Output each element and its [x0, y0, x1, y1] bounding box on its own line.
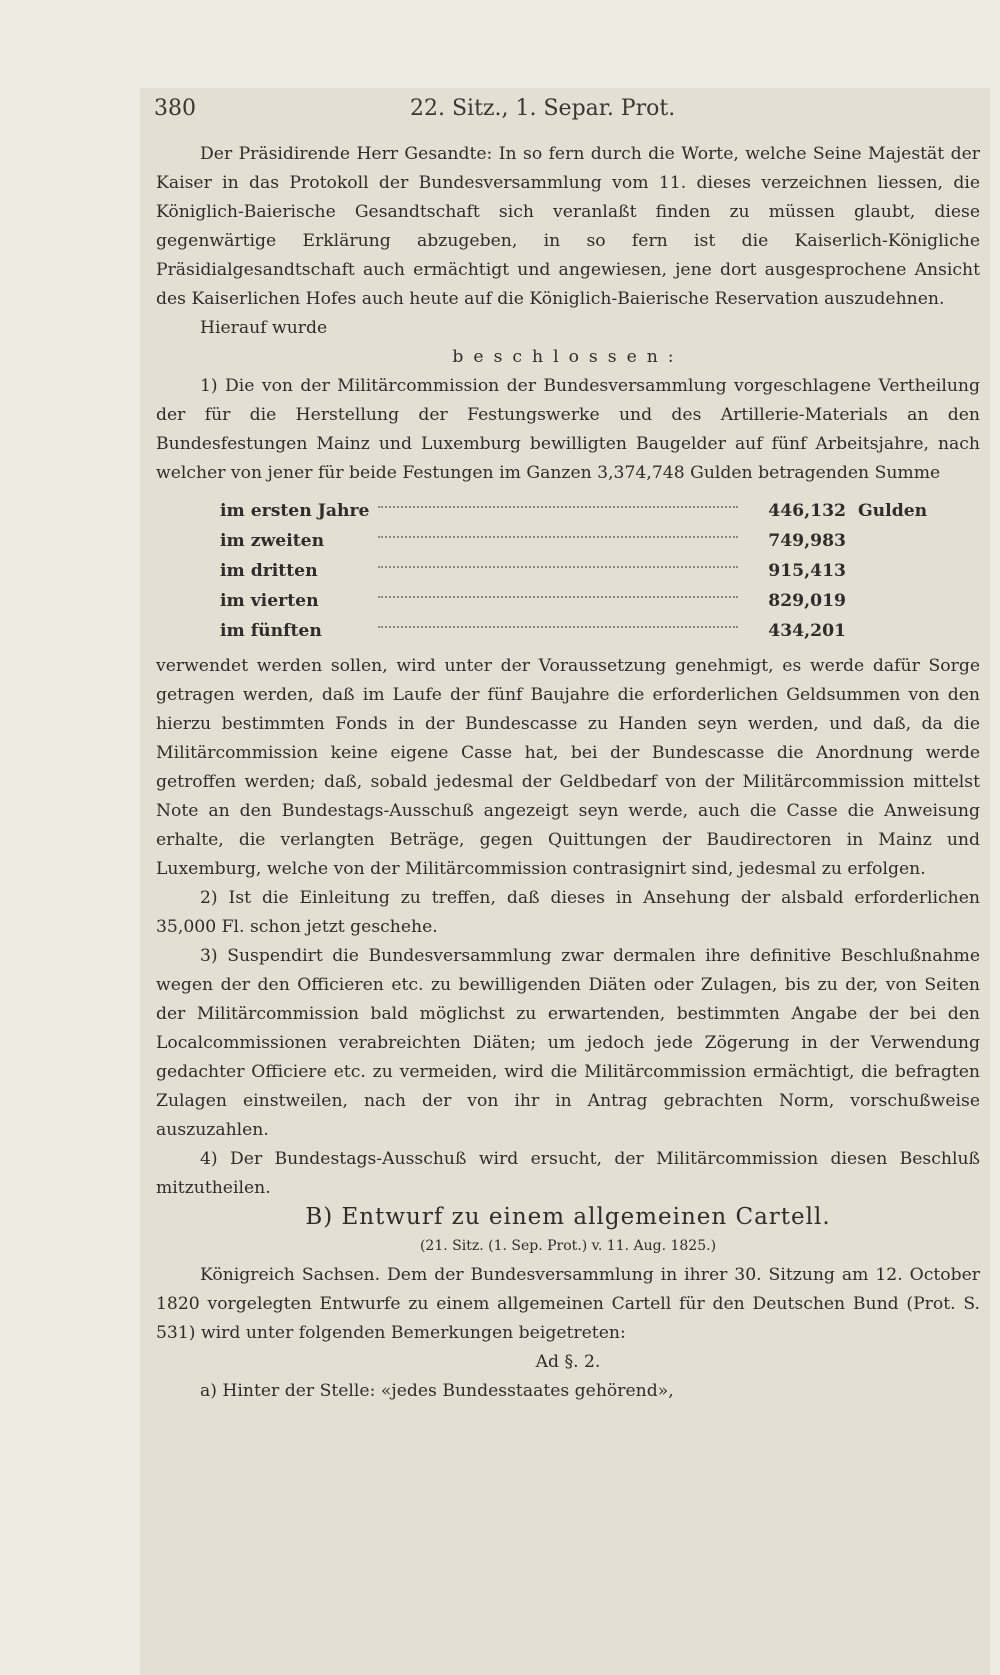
running-header: [140, 96, 990, 126]
page-number: 380: [154, 96, 196, 121]
section-b-item-a: a) Hinter der Stelle: «jedes Bundesstaates gehörend»,: [200, 1381, 674, 1401]
year-amount: 829,019: [768, 590, 846, 611]
year-amount: 749,983: [768, 530, 846, 551]
item-3: 3) Suspendirt die Bundesversammlung zwar dermalen ihre definitive Beschlußnahme wegen der den Officieren etc. zu bewilligenden Diäten oder Zulagen, bis zu der, von Seiten der Militärcommission bald möglichst zu erwartenden, bestimmten Angabe der bei den Localcommissionen verabreichten Diäten; um jedoch jede Zögerung in der Verwendung gedachter Officiere etc. zu vermeiden, wird die Militärcommission ermächtigt, die befragten Zulagen einstweilen, nach der von ihr in Antrag gebrachten Norm, vorschußweise auszuzahlen.: [156, 946, 980, 1140]
dot-leader: [378, 506, 738, 508]
year-amount: 446,132: [768, 500, 846, 521]
year-amount: 915,413: [768, 560, 846, 581]
year-schedule: [156, 496, 980, 646]
document-body: [156, 140, 980, 1406]
item-4: 4) Der Bundestags-Ausschuß wird ersucht, der Militärcommission diesen Beschluß mitzutheilen.: [156, 1149, 980, 1198]
paragraph-intro: Der Präsidirende Herr Gesandte: In so fern durch die Worte, welche Seine Majestät der Kaiser in das Protokoll der Bundesversammlung vom 11. dieses verzeichnen liessen, die Königlich-Baierische Gesandtschaft sich veranlaßt finden zu müssen glaubt, diese gegenwärtige Erklärung abzugeben, in so fern ist die Kaiserlich-Königliche Präsidialgesandtschaft auch ermächtigt und angewiesen, jene dort ausgesprochene Ansicht des Kaiserlichen Hofes auch heute auf die Königlich-Baierische Reservation auszudehnen.: [156, 144, 980, 309]
resolution-heading: beschlossen:: [452, 347, 684, 367]
year-amount: 434,201: [768, 620, 846, 641]
item-2: 2) Ist die Einleitung zu treffen, daß dieses in Ansehung der alsbald erforderlichen 35,000 Fl. schon jetzt geschehe.: [156, 888, 980, 937]
year-label: im fünften: [220, 620, 322, 641]
year-label: im zweiten: [220, 530, 325, 551]
dot-leader: [378, 626, 738, 628]
section-b-subtitle: (21. Sitz. (1. Sep. Prot.) v. 11. Aug. 1825.): [419, 1238, 717, 1254]
year-label: im dritten: [220, 560, 318, 581]
ad-paragraph-heading: Ad §. 2.: [535, 1352, 601, 1372]
item-1-end: verwendet werden sollen, wird unter der Voraussetzung genehmigt, es werde dafür Sorge getragen werden, daß im Laufe der fünf Baujahre die erforderlichen Geldsummen von den hierzu bestimmten Fonds in der Bundescasse zu Handen seyn werden, und daß, da die Militärcommission keine eigene Casse hat, bei der Bundescasse die Anordnung werde getroffen werden; daß, sobald jedesmal der Geldbedarf von der Militärcommission mittelst Note an den Bundestags-Ausschuß angezeigt seyn werde, auch die Casse die Anweisung erhalte, die verlangten Beträge, gegen Quittungen der Baudirectoren in Mainz und Luxemburg, welche von der Militärcommission contrasignirt sind, jedesmal zu erfolgen.: [156, 656, 980, 879]
item-1-start: 1) Die von der Militärcommission der Bundesversammlung vorgeschlagene Vertheilung der für die Herstellung der Festungswerke und des Artillerie-Materials an den Bundesfestungen Mainz und Luxemburg bewilligten Baugelder auf fünf Arbeitsjahre, nach welcher von jener für beide Festungen im Ganzen 3,374,748 Gulden betragenden Summe: [156, 376, 980, 483]
dot-leader: [378, 566, 738, 568]
dot-leader: [378, 536, 738, 538]
paragraph-hierauf: Hierauf wurde: [200, 318, 328, 338]
year-row: [156, 556, 980, 586]
year-row: [156, 496, 980, 526]
dot-leader: [378, 596, 738, 598]
year-row: [156, 616, 980, 646]
section-b-intro: Königreich Sachsen. Dem der Bundesversammlung in ihrer 30. Sitzung am 12. October 1820 vorgelegten Entwurfe zu einem allgemeinen Cartell für den Deutschen Bund (Prot. S. 531) wird unter folgenden Bemerkungen beigetreten:: [156, 1265, 980, 1343]
year-label: im ersten Jahre: [220, 500, 370, 521]
year-unit: Gulden: [858, 500, 928, 521]
section-b-title: B) Entwurf zu einem allgemeinen Cartell.: [305, 1204, 831, 1230]
page-bleed: [30, 30, 150, 150]
running-title: 22. Sitz., 1. Separ. Prot.: [410, 96, 676, 121]
year-row: [156, 526, 980, 556]
year-row: [156, 586, 980, 616]
year-label: im vierten: [220, 590, 319, 611]
